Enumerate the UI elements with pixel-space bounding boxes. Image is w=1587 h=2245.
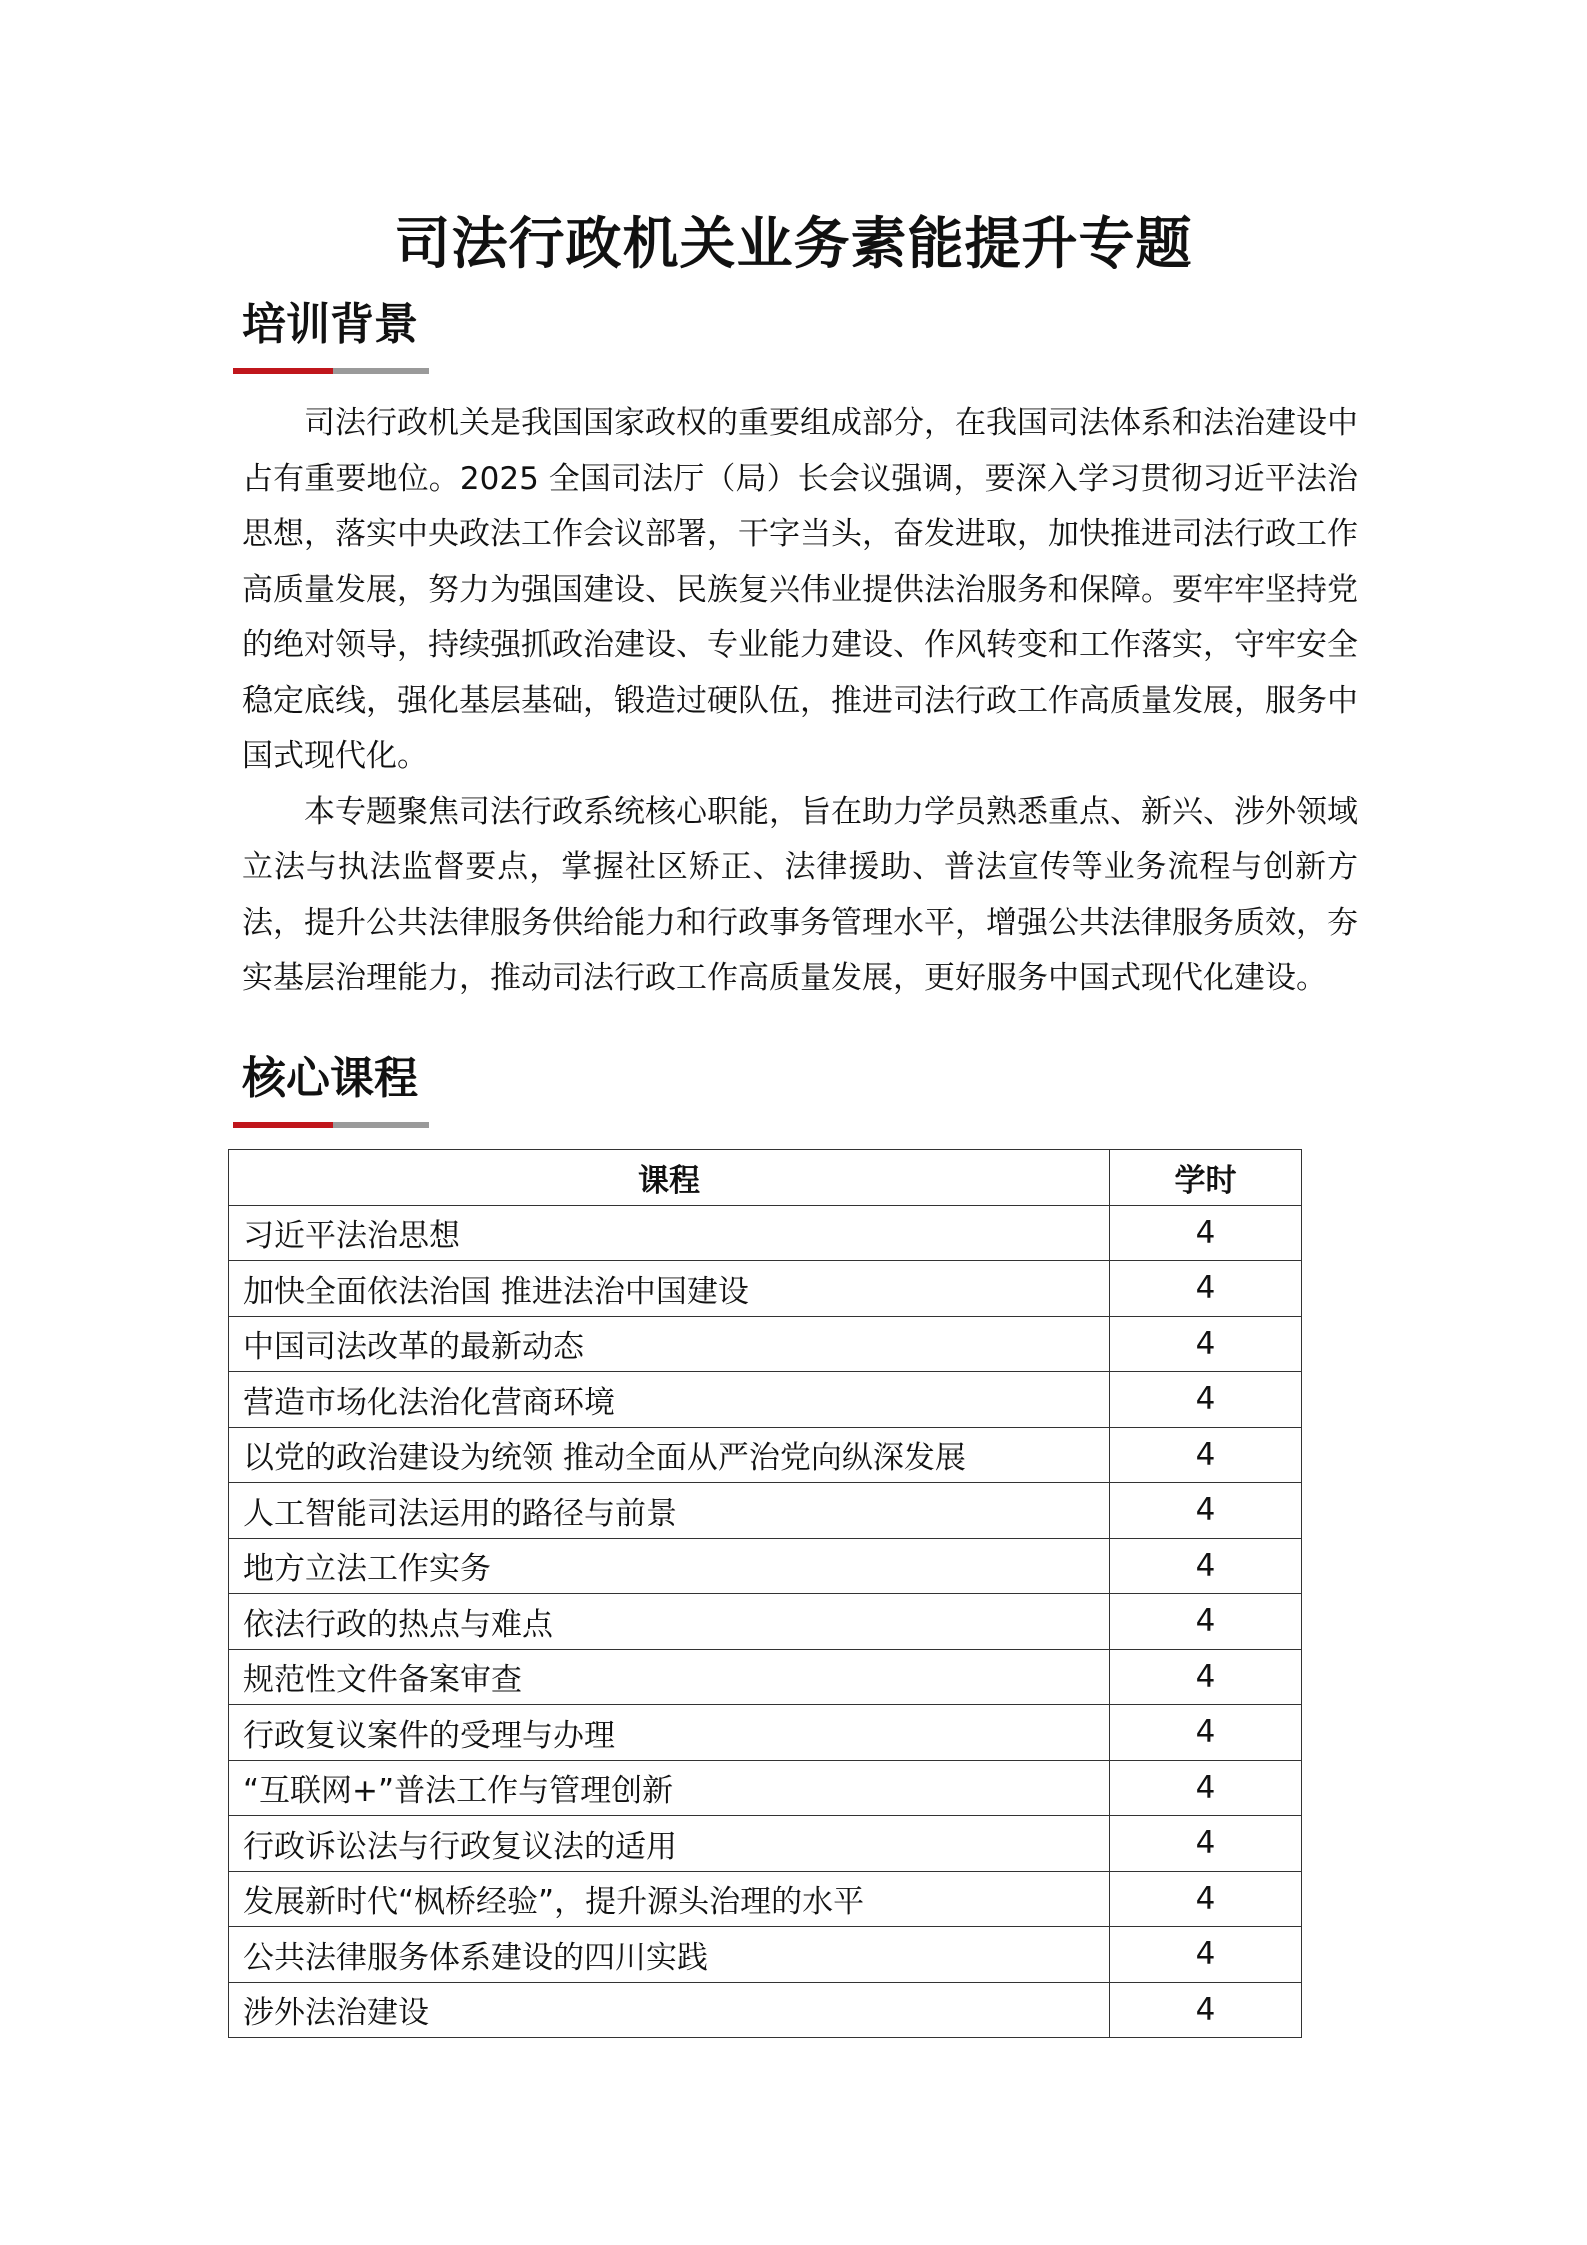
course-hours: 4 <box>1110 1871 1302 1927</box>
course-hours: 4 <box>1110 1261 1302 1317</box>
course-name: 地方立法工作实务 <box>229 1538 1110 1594</box>
course-hours: 4 <box>1110 1982 1302 2038</box>
section-heading-courses: 核心课程 <box>242 1053 418 1104</box>
course-hours: 4 <box>1110 1538 1302 1594</box>
table-row <box>229 1927 1302 1983</box>
underline-gray-segment <box>333 1122 429 1128</box>
table-row <box>229 1316 1302 1372</box>
section-heading-background: 培训背景 <box>242 299 418 350</box>
course-name: 依法行政的热点与难点 <box>229 1594 1110 1650</box>
course-name: 以党的政治建设为统领 推动全面从严治党向纵深发展 <box>229 1427 1110 1483</box>
course-hours: 4 <box>1110 1705 1302 1761</box>
page-title: 司法行政机关业务素能提升专题 <box>394 212 1193 277</box>
underline-gray-segment <box>333 368 429 374</box>
table-row <box>229 1427 1302 1483</box>
course-hours: 4 <box>1110 1594 1302 1650</box>
course-hours: 4 <box>1110 1760 1302 1816</box>
course-hours: 4 <box>1110 1316 1302 1372</box>
table-row <box>229 1982 1302 2038</box>
background-paragraph-1: 司法行政机关是我国国家政权的重要组成部分，在我国司法体系和法治建设中占有重要地位。2025 全国司法厅（局）长会议强调，要深入学习贯彻习近平法治思想，落实中央政法工作会议部署，干字当头，奋发进取，加快推进司法行政工作高质量发展，努力为强国建设、民族复兴伟业提供法治服务和保障。要牢牢坚持党的绝对领导，持续强抓政治建设、专业能力建设、作风转变和工作落实，守牢安全稳定底线，强化基层基础，锻造过硬队伍，推进司法行政工作高质量发展，服务中国式现代化。 <box>242 405 1358 774</box>
table-row <box>229 1261 1302 1317</box>
table-row <box>229 1538 1302 1594</box>
course-hours: 4 <box>1110 1427 1302 1483</box>
course-hours: 4 <box>1110 1649 1302 1705</box>
course-name: 营造市场化法治化营商环境 <box>229 1372 1110 1428</box>
underline-red-segment <box>233 1122 333 1128</box>
underline-red-segment <box>233 368 333 374</box>
background-text <box>242 396 1358 1007</box>
course-name: 行政复议案件的受理与办理 <box>229 1705 1110 1761</box>
heading-underline-courses <box>233 1122 429 1128</box>
table-row <box>229 1205 1302 1261</box>
table-row <box>229 1483 1302 1539</box>
background-paragraph-2: 本专题聚焦司法行政系统核心职能，旨在助力学员熟悉重点、新兴、涉外领域立法与执法监督要点，掌握社区矫正、法律援助、普法宣传等业务流程与创新方法，提升公共法律服务供给能力和行政事务管理水平，增强公共法律服务质效，夯实基层治理能力，推动司法行政工作高质量发展，更好服务中国式现代化建设。 <box>242 793 1358 996</box>
course-name: 人工智能司法运用的路径与前景 <box>229 1483 1110 1539</box>
course-hours: 4 <box>1110 1816 1302 1872</box>
courses-table <box>228 1149 1302 2038</box>
course-name: 习近平法治思想 <box>229 1205 1110 1261</box>
column-header-course: 课程 <box>229 1150 1110 1206</box>
heading-underline-background <box>233 368 429 374</box>
table-row <box>229 1594 1302 1650</box>
table-row <box>229 1705 1302 1761</box>
course-name: 规范性文件备案审查 <box>229 1649 1110 1705</box>
course-name: 发展新时代“枫桥经验”，提升源头治理的水平 <box>229 1871 1110 1927</box>
column-header-hours: 学时 <box>1110 1150 1302 1206</box>
table-row <box>229 1816 1302 1872</box>
course-hours: 4 <box>1110 1205 1302 1261</box>
table-row <box>229 1760 1302 1816</box>
course-name: 涉外法治建设 <box>229 1982 1110 2038</box>
table-row <box>229 1871 1302 1927</box>
course-hours: 4 <box>1110 1927 1302 1983</box>
course-hours: 4 <box>1110 1483 1302 1539</box>
course-name: 行政诉讼法与行政复议法的适用 <box>229 1816 1110 1872</box>
course-name: 中国司法改革的最新动态 <box>229 1316 1110 1372</box>
table-row <box>229 1372 1302 1428</box>
course-name: “互联网+”普法工作与管理创新 <box>229 1760 1110 1816</box>
table-header-row <box>229 1150 1302 1206</box>
table-row <box>229 1649 1302 1705</box>
course-hours: 4 <box>1110 1372 1302 1428</box>
course-name: 公共法律服务体系建设的四川实践 <box>229 1927 1110 1983</box>
course-name: 加快全面依法治国 推进法治中国建设 <box>229 1261 1110 1317</box>
